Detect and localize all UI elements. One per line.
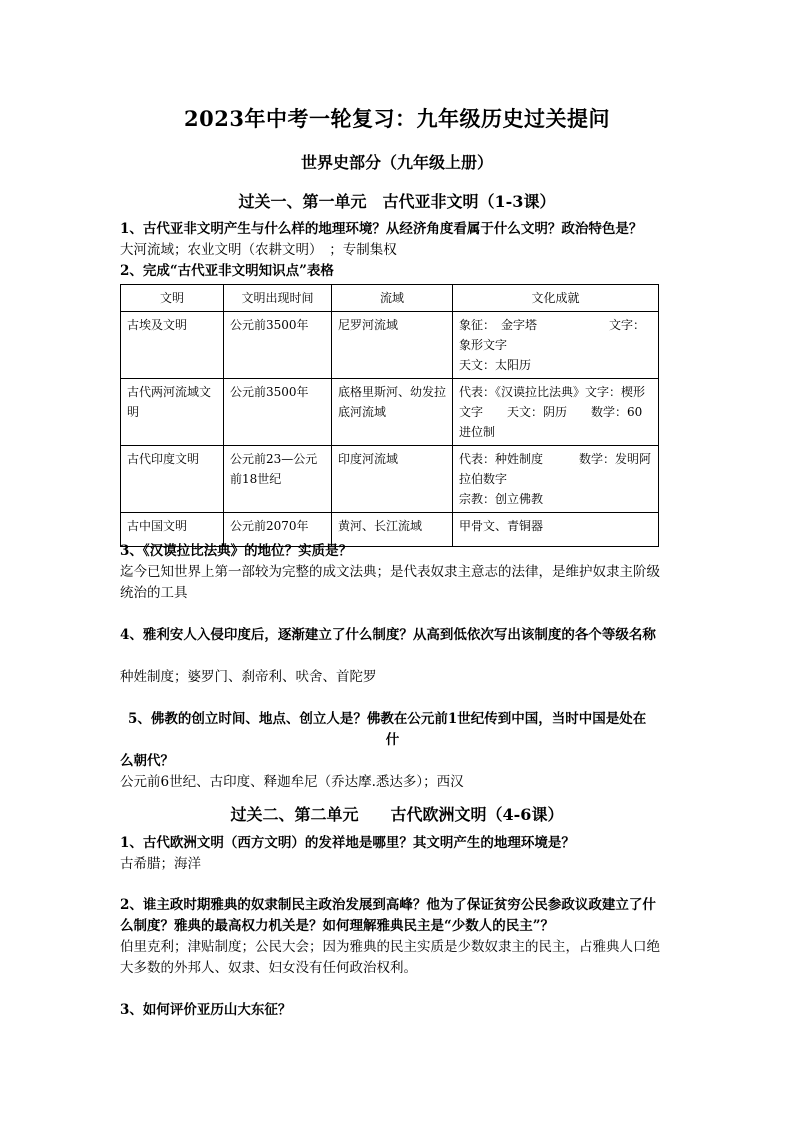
table-cell-line: 代表：种姓制度 数学：发明阿拉伯数字 [459, 452, 652, 486]
answer-1-5: 公元前6世纪、古印度、释迦牟尼（乔达摩.悉达多）；西汉 [120, 774, 464, 790]
table-row [121, 379, 659, 446]
section-heading-unit2: 过关二、第二单元 古代欧洲文明（4-6课） [230, 805, 564, 824]
table-header: 流域 [332, 285, 453, 312]
answer-1-1: 大河流域；农业文明（农耕文明） ；专制集权 [120, 242, 397, 258]
question-2-1: 1、古代欧洲文明（西方文明）的发祥地是哪里？其文明产生的地理环境是？ [120, 835, 575, 851]
table-cell: 公元前23—公元前18世纪 [224, 446, 332, 513]
table-header-row [121, 285, 659, 312]
question-1-5-cont: 么朝代？ [120, 753, 174, 769]
table-cell-line: 甲骨文、青铜器 [459, 519, 544, 533]
table-row [121, 312, 659, 379]
question-1-3: 3、《汉谟拉比法典》的地位？实质是？ [120, 543, 353, 559]
question-2-2: 2、谁主政时期雅典的奴隶制民主政治发展到高峰？他为了保证贫穷公民参政议政建立了什么制度？雅典的最高权力机关是？如何理解雅典民主是“少数人的民主”？ [120, 897, 656, 934]
table-cell: 古代两河流域文明 [121, 379, 224, 446]
table-header: 文化成就 [453, 285, 659, 312]
page-subtitle: 世界史部分（九年级上册） [300, 153, 493, 172]
table-cell [453, 446, 659, 513]
page-title: 2023年中考一轮复习：九年级历史过关提问 [184, 106, 610, 131]
table-row [121, 446, 659, 513]
answer-1-4: 种姓制度；婆罗门、刹帝利、吠舍、首陀罗 [120, 669, 377, 685]
table-cell-line: 宗教：创立佛教 [459, 492, 544, 506]
table-cell: 黄河、长江流域 [332, 513, 453, 547]
answer-2-1: 古希腊；海洋 [120, 856, 201, 872]
table-cell: 印度河流域 [332, 446, 453, 513]
answer-2-2: 伯里克利；津贴制度；公民大会；因为雅典的民主实质是少数奴隶主的民主，占雅典人口绝大多数的外邦人、奴隶、妇女没有任何政治权利。 [120, 939, 660, 976]
question-1-4: 4、雅利安人入侵印度后，逐渐建立了什么制度？从高到低依次写出该制度的各个等级名称 [120, 627, 656, 643]
table-header: 文明出现时间 [224, 285, 332, 312]
question-1-1: 1、古代亚非文明产生与什么样的地理环境？从经济角度看属于什么文明？政治特色是？ [120, 221, 643, 237]
table-header: 文明 [121, 285, 224, 312]
table-cell: 公元前3500年 [224, 312, 332, 379]
question-1-5-wrap: 什 [385, 732, 400, 748]
question-1-5: 5、佛教的创立时间、地点、创立人是？佛教在公元前1世纪传到中国，当时中国是处在 [128, 711, 647, 727]
section-heading-unit1: 过关一、第一单元 古代亚非文明（1-3课） [238, 192, 556, 211]
table-cell [453, 379, 659, 446]
table-cell-line: 象征： 金字塔 文字：象形文字 [459, 318, 646, 352]
table-cell-line: 代表：《汉谟拉比法典》文字：楔形文字 天文：阴历 数学：60进位制 [459, 385, 646, 439]
answer-1-3: 迄今已知世界上第一部较为完整的成文法典；是代表奴隶主意志的法律，是维护奴隶主阶级统治的工具 [120, 564, 660, 601]
question-1-2: 2、完成“古代亚非文明知识点”表格 [120, 263, 334, 279]
table-cell-line: 天文：太阳历 [459, 358, 532, 372]
table-cell: 古埃及文明 [121, 312, 224, 379]
table-cell [453, 312, 659, 379]
table-cell: 公元前2070年 [224, 513, 332, 547]
table-cell: 古代印度文明 [121, 446, 224, 513]
table-cell: 尼罗河流域 [332, 312, 453, 379]
table-cell: 底格里斯河、幼发拉底河流域 [332, 379, 453, 446]
table-cell: 公元前3500年 [224, 379, 332, 446]
question-2-3: 3、如何评价亚历山大东征？ [120, 1002, 292, 1018]
civilization-table [120, 284, 659, 547]
table-cell: 古中国文明 [121, 513, 224, 547]
